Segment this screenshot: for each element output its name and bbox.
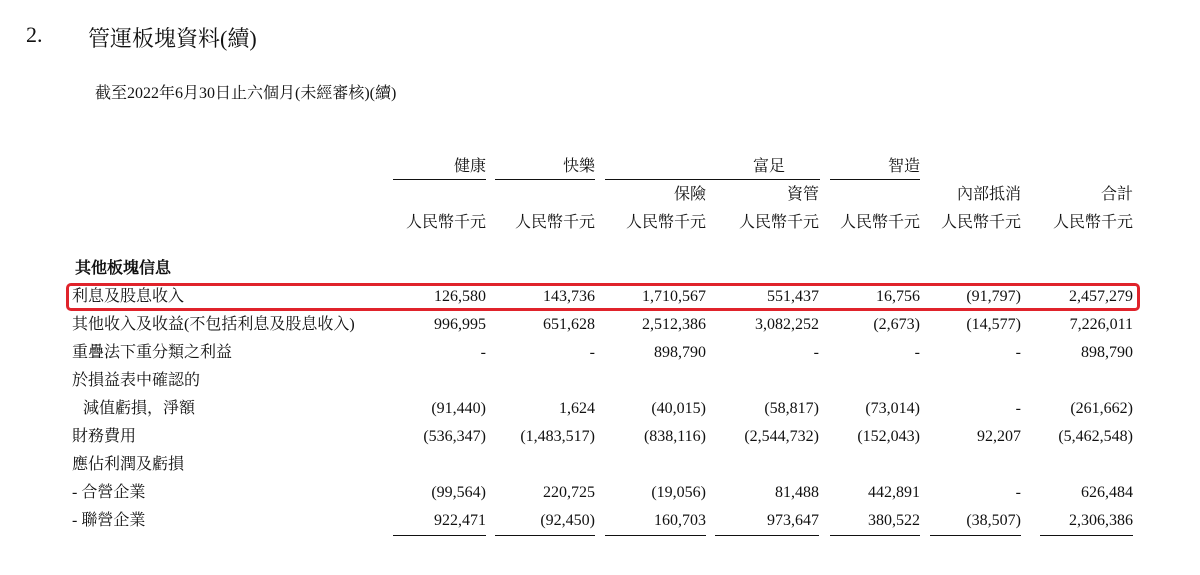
sub-header-elimination: 內部抵消 (956, 186, 1021, 203)
table-cell: (99,564) (431, 484, 486, 501)
column-underline (495, 535, 595, 536)
row-label: 應佔利潤及虧損 (72, 456, 185, 473)
column-underline (605, 535, 706, 536)
table-cell: 2,512,386 (642, 316, 706, 333)
row-label: 減值虧損，淨額 (83, 400, 196, 417)
column-underline (930, 535, 1021, 536)
table-cell: (2,544,732) (744, 428, 819, 445)
table-cell: 81,488 (775, 484, 819, 501)
unit-label: 人民幣千元 (405, 214, 486, 231)
group-header-wealth: 富足 (752, 158, 785, 175)
table-cell: 92,207 (977, 428, 1021, 445)
table-cell: - (1015, 484, 1021, 501)
table-cell: 1,710,567 (642, 288, 706, 305)
sub-header-insurance: 保險 (673, 186, 706, 203)
table-cell: (19,056) (651, 484, 706, 501)
table-cell: (1,483,517) (520, 428, 595, 445)
table-cell: 143,736 (543, 288, 595, 305)
table-cell: - (1015, 344, 1021, 361)
table-cell: (91,797) (966, 288, 1021, 305)
row-label: - 合營企業 (72, 484, 146, 501)
table-cell: (261,662) (1070, 400, 1133, 417)
column-underline (830, 535, 920, 536)
column-underline (393, 535, 486, 536)
row-label: 重疊法下重分類之利益 (72, 344, 233, 361)
table-cell: - (1015, 400, 1021, 417)
table-cell: (91,440) (431, 400, 486, 417)
table-cell: (152,043) (857, 428, 920, 445)
table-cell: (14,577) (966, 316, 1021, 333)
row-label: 其他收入及收益(不包括利息及股息收入) (72, 316, 355, 333)
sub-header-total: 合計 (1100, 186, 1133, 203)
section-heading (0, 22, 600, 52)
row-label: 財務費用 (72, 428, 137, 445)
table-cell: (92,450) (540, 512, 595, 529)
table-cell: (536,347) (423, 428, 486, 445)
section-number: 2. (26, 22, 43, 47)
table-cell: 651,628 (543, 316, 595, 333)
group-underline (393, 179, 486, 180)
group-underline (495, 179, 595, 180)
table-cell: 898,790 (654, 344, 706, 361)
table-cell: - (480, 344, 486, 361)
table-cell: 380,522 (868, 512, 920, 529)
table-cell: 996,995 (434, 316, 486, 333)
table-cell: 551,437 (767, 288, 819, 305)
row-label: 利息及股息收入 (72, 288, 185, 305)
sub-header-asset-mgmt: 資管 (786, 186, 819, 203)
table-cell: (2,673) (873, 316, 920, 333)
table-cell: - (914, 344, 920, 361)
section-label: 其他板塊信息 (75, 260, 172, 277)
table-cell: 442,891 (868, 484, 920, 501)
subtitle: 截至2022年6月30日止六個月(未經審核)(續) (95, 85, 397, 102)
group-header-health: 健康 (453, 158, 486, 175)
unit-label: 人民幣千元 (514, 214, 595, 231)
table-cell: 1,624 (559, 400, 595, 417)
table-cell: - (813, 344, 819, 361)
group-header-happiness: 快樂 (562, 158, 595, 175)
table-cell: 922,471 (434, 512, 486, 529)
table-cell: 220,725 (543, 484, 595, 501)
column-underline (1040, 535, 1133, 536)
group-header-tech: 智造 (887, 158, 920, 175)
table-cell: 16,756 (876, 288, 920, 305)
table-cell: (58,817) (764, 400, 819, 417)
unit-label: 人民幣千元 (738, 214, 819, 231)
section-title: 管運板塊資料(續) (88, 26, 257, 51)
table-cell: (40,015) (651, 400, 706, 417)
table-cell: (38,507) (966, 512, 1021, 529)
table-cell: 898,790 (1081, 344, 1133, 361)
row-label: 於損益表中確認的 (72, 372, 201, 389)
unit-label: 人民幣千元 (1052, 214, 1133, 231)
table-cell: 160,703 (654, 512, 706, 529)
table-cell: 3,082,252 (755, 316, 819, 333)
table-cell: 2,306,386 (1069, 512, 1133, 529)
unit-label: 人民幣千元 (839, 214, 920, 231)
column-underline (715, 535, 819, 536)
row-label: - 聯營企業 (72, 512, 146, 529)
table-cell: (73,014) (865, 400, 920, 417)
table-cell: 2,457,279 (1069, 288, 1133, 305)
group-underline (830, 179, 920, 180)
table-cell: (838,116) (643, 428, 706, 445)
group-underline (605, 179, 820, 180)
table-cell: (5,462,548) (1058, 428, 1133, 445)
table-cell: 626,484 (1081, 484, 1133, 501)
table-cell: 126,580 (434, 288, 486, 305)
unit-label: 人民幣千元 (625, 214, 706, 231)
table-cell: 7,226,011 (1069, 316, 1133, 333)
table-cell: - (589, 344, 595, 361)
table-cell: 973,647 (767, 512, 819, 529)
unit-label: 人民幣千元 (940, 214, 1021, 231)
